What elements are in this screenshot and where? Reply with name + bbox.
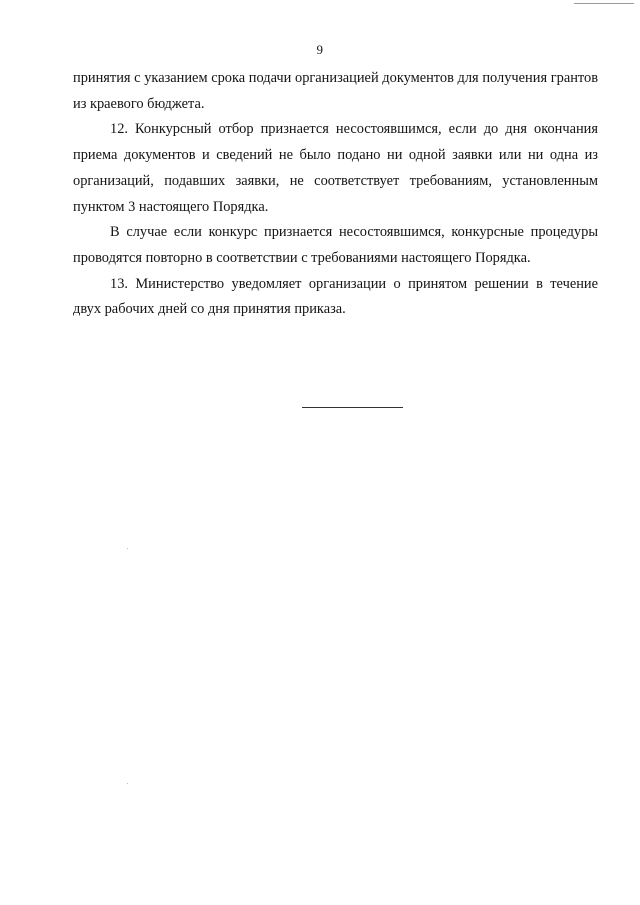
end-of-text-rule: [302, 407, 403, 408]
page-number: 9: [316, 42, 324, 57]
paragraph-12-second: В случае если конкурс признается несостоявшимся, конкурсные процедуры проводятся повторно в соответствии с требованиями настоящего Порядка.: [73, 224, 598, 266]
scan-speck: [127, 548, 128, 549]
paragraph-continuation: принятия с указанием срока подачи организацией документов для получения грантов из краевого бюджета.: [73, 70, 598, 112]
paragraph-12: 12. Конкурсный отбор признается несостоявшимся, если до дня окончания приема документов и сведений не было подано ни одной заявки или ни одна из организаций, подавших заявки, не соответствует требованиям, установленным пунктом 3 настоящего Порядка.: [73, 121, 598, 215]
paragraph-13: 13. Министерство уведомляет организации о принятом решении в течение двух рабочих дней со дня принятия приказа.: [73, 275, 598, 318]
scan-corner-line: [574, 3, 634, 4]
document-body: [73, 66, 598, 323]
scan-speck: [127, 783, 128, 784]
